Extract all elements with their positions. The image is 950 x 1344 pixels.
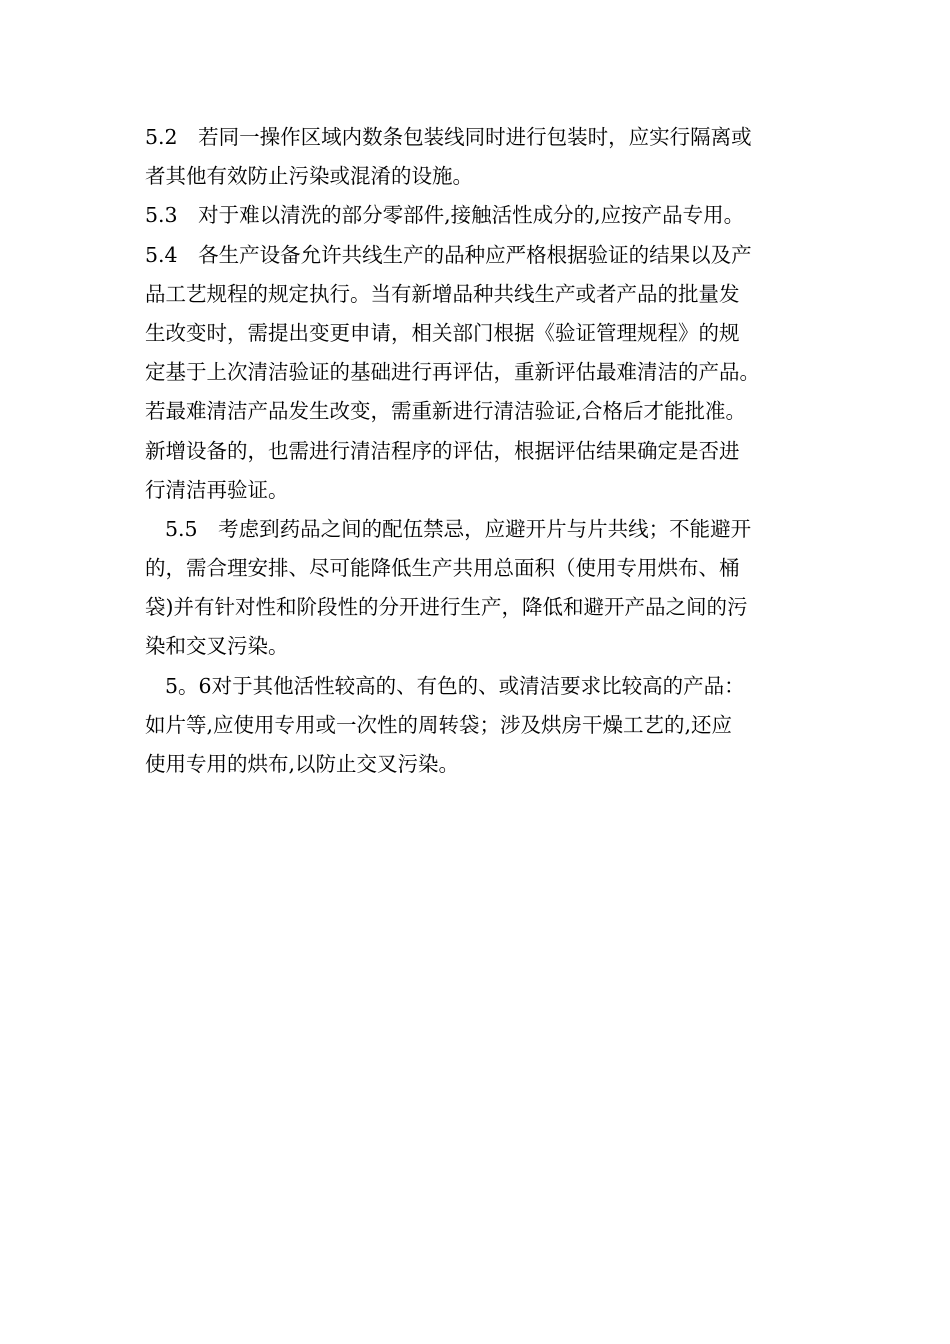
text-line: 5.3 对于难以清洗的部分零部件,接触活性成分的,应按产品专用。 [145,203,745,228]
paragraph-5-6 [145,667,815,785]
text-line: 5.5 考虑到药品之间的配伍禁忌，应避开片与片共线；不能避开 [165,516,752,541]
text-line: 行清洁再验证。 [145,477,289,502]
paragraph-5-4 [145,236,815,510]
text-line: 5.4 各生产设备允许共线生产的品种应严格根据验证的结果以及产 [145,242,752,267]
text-line: 如片等,应使用专用或一次性的周转袋；涉及烘房干燥工艺的,还应 [145,712,733,737]
text-line: 5.2 若同一操作区域内数条包装线同时进行包装时，应实行隔离或 [145,125,752,149]
paragraph-5-2 [145,118,815,196]
text-line: 使用专用的烘布,以防止交叉污染。 [145,752,460,776]
text-line: 的，需合理安排、尽可能降低生产共用总面积（使用专用烘布、桶 [145,556,740,581]
text-line: 染和交叉污染。 [145,634,289,659]
text-line: 品工艺规程的规定执行。当有新增品种共线生产或者产品的批量发 [145,281,740,306]
text-line: 生改变时，需提出变更申请，相关部门根据《验证管理规程》的规 [145,320,740,345]
document-body [145,118,815,784]
text-line: 袋)并有针对性和阶段性的分开进行生产，降低和避开产品之间的污 [145,595,748,620]
text-line: 者其他有效防止污染或混淆的设施。 [145,164,473,189]
paragraph-5-3 [145,196,815,235]
text-line: 5。6对于其他活性较高的、有色的、或清洁要求比较高的产品： [165,673,745,698]
text-line: 新增设备的，也需进行清洁程序的评估，根据评估结果确定是否进 [145,438,740,463]
text-line: 若最难清洁产品发生改变，需重新进行清洁验证,合格后才能批准。 [145,399,747,424]
text-line: 定基于上次清洁验证的基础进行再评估，重新评估最难清洁的产品。 [145,360,760,385]
paragraph-5-5 [145,510,815,667]
